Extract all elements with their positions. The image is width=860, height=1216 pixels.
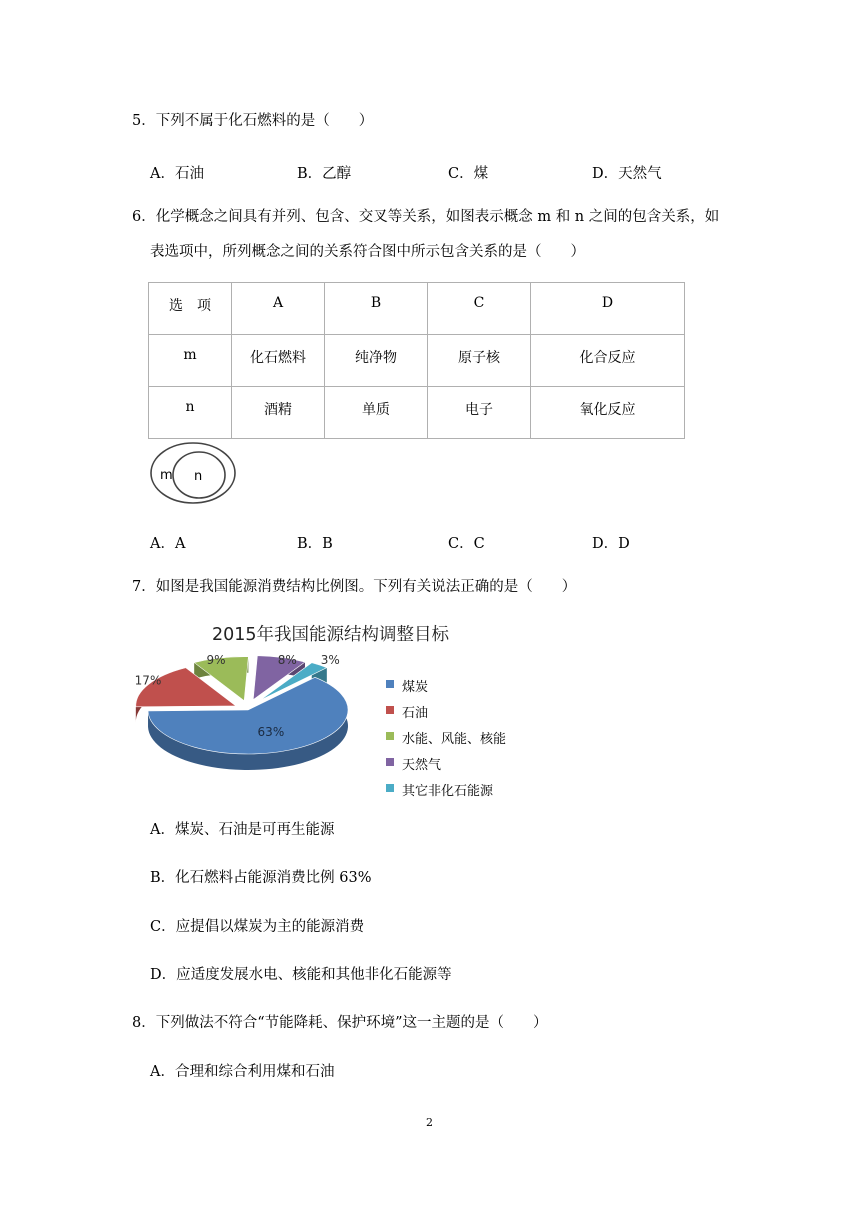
legend-label: 水能、风能、核能: [402, 732, 507, 747]
table-cell: 化石燃料: [232, 335, 325, 387]
q5-option-b: B．乙醇: [297, 166, 352, 182]
table-cell: 酒精: [232, 387, 325, 439]
legend-label: 石油: [402, 706, 429, 721]
chart-title: 2015年我国能源结构调整目标: [212, 625, 450, 645]
table-cell: B: [325, 283, 428, 335]
table-cell: 化合反应: [531, 335, 685, 387]
pie-data-label: 63%: [257, 725, 285, 740]
question-5-stem: 5．下列不属于化石燃料的是（ ）: [132, 113, 374, 129]
pie-chart: [134, 650, 380, 790]
table-cell: 原子核: [428, 335, 531, 387]
legend-label: 其它非化石能源: [402, 784, 494, 799]
table-cell: 单质: [325, 387, 428, 439]
table-cell: n: [149, 387, 232, 439]
legend-swatch: [386, 706, 394, 714]
question-6-stem-line2: 表选项中，所列概念之间的关系符合图中所示包含关系的是（ ）: [150, 244, 585, 260]
table-cell: D: [531, 283, 685, 335]
venn-diagram: [148, 440, 238, 506]
table-header-row: [149, 283, 685, 335]
table-cell: A: [232, 283, 325, 335]
table-cell: C: [428, 283, 531, 335]
question-6-stem-line1: 6．化学概念之间具有并列、包含、交叉等关系，如图表示概念 m 和 n 之间的包含关系，如: [132, 209, 720, 225]
table-row: [149, 387, 685, 439]
legend-swatch: [386, 758, 394, 766]
table-cell: 电子: [428, 387, 531, 439]
venn-label-n: n: [194, 469, 203, 484]
legend-label: 天然气: [402, 758, 442, 773]
question-6-table: [148, 282, 685, 439]
table-cell: 氧化反应: [531, 387, 685, 439]
legend-swatch: [386, 784, 394, 792]
legend-label: 煤炭: [402, 680, 429, 695]
pie-data-label: 17%: [134, 673, 162, 688]
pie-data-label: 3%: [320, 653, 340, 667]
q7-option-d: D．应适度发展水电、核能和其他非化石能源等: [150, 967, 452, 983]
page-number: 2: [426, 1116, 433, 1129]
q7-option-c: C．应提倡以煤炭为主的能源消费: [150, 919, 365, 935]
q6-option-b: B．B: [297, 536, 333, 552]
table-cell: 选 项: [149, 283, 232, 335]
q6-option-c: C．C: [448, 536, 485, 552]
q6-option-a: A．A: [150, 536, 186, 552]
q7-option-b: B．化石燃料占能源消费比例 63%: [150, 870, 372, 886]
q7-option-a: A．煤炭、石油是可再生能源: [150, 822, 335, 838]
venn-label-m: m: [160, 468, 173, 483]
q8-option-a: A．合理和综合利用煤和石油: [150, 1064, 335, 1080]
table-cell: m: [149, 335, 232, 387]
pie-data-label: 8%: [277, 653, 297, 667]
q5-option-c: C．煤: [448, 166, 489, 182]
legend-swatch: [386, 732, 394, 740]
question-7-stem: 7．如图是我国能源消费结构比例图。下列有关说法正确的是（ ）: [132, 579, 577, 595]
q5-option-d: D．天然气: [592, 166, 662, 182]
legend-swatch: [386, 680, 394, 688]
table-row: [149, 335, 685, 387]
question-8-stem: 8．下列做法不符合“节能降耗、保护环境”这一主题的是（ ）: [132, 1015, 548, 1031]
question-5-options: [150, 162, 750, 182]
q6-option-d: D．D: [592, 536, 630, 552]
question-6-options: [150, 532, 750, 552]
pie-data-label: 9%: [206, 653, 226, 667]
q5-option-a: A．石油: [150, 166, 204, 182]
table-cell: 纯净物: [325, 335, 428, 387]
